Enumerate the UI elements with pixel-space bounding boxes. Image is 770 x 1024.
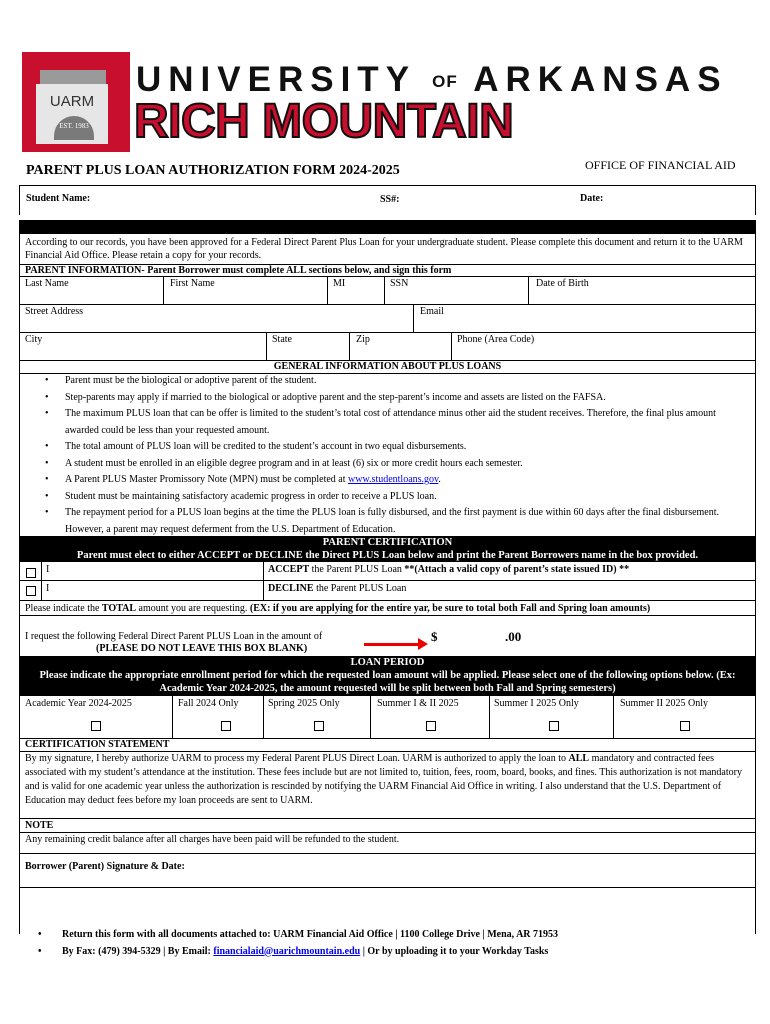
dollar-sign: $: [431, 629, 438, 644]
cert-statement-heading: CERTIFICATION STATEMENT: [25, 739, 170, 750]
intro-text: According to our records, you have been approved for a Federal Direct Parent Plus Loan for your undergraduate student. Please complete this document and return it to the UARM Financial Aid Office. Please retain a copy for your records.: [25, 237, 743, 261]
list-item: • A Parent PLUS Master Promissory Note (MPN) must be completed at www.studentloans.gov.: [19, 472, 749, 489]
address-row[interactable]: [19, 304, 756, 332]
note-heading: NOTE: [25, 820, 54, 831]
accept-label: ACCEPT the Parent PLUS Loan **(Attach a valid copy of parent’s state issued ID) **: [268, 564, 630, 575]
city-label: City: [25, 334, 43, 345]
list-item: • Student must be maintaining satisfactory academic progress in order to receive a PLUS loan.: [19, 489, 749, 506]
ssn-label: SS#:: [380, 194, 400, 205]
cents: .00: [505, 629, 522, 644]
list-item: • The maximum PLUS loan that can be offer is limited to the student’s total cost of attendance minus other aid the student receives. Therefore, the final plus amount awarded could be less than your requested amount.: [19, 406, 749, 439]
option-fall: Fall 2024 Only: [178, 698, 239, 709]
note-text: Any remaining credit balance after all charges have been paid will be refunded to the student.: [25, 834, 400, 845]
student-info-row[interactable]: [19, 185, 756, 215]
amount-instruction: Please indicate the TOTAL amount you are requesting. (EX: if you are applying for the entire yar, be sure to total both Fall and Spring loan amounts): [25, 603, 651, 614]
borrower-name-box[interactable]: [41, 562, 263, 600]
summer-2-checkbox[interactable]: [680, 721, 690, 731]
list-item: • The repayment period for a PLUS loan begins at the time the PLUS loan is fully disbursed, and the first payment is due within 60 days after the final disbursement. However, a parent may request deferment from the U.S. Department of Education.: [19, 505, 749, 538]
first-name-label: First Name: [170, 278, 215, 289]
list-item: • A student must be enrolled in an eligible degree program and in at least (6) six or more credit hours each semester.: [19, 456, 749, 473]
studentloans-link[interactable]: www.studentloans.gov: [348, 474, 439, 485]
dob-label: Date of Birth: [536, 278, 589, 289]
zip-label: Zip: [356, 334, 370, 345]
accept-initial: I: [46, 564, 50, 575]
signature-field[interactable]: [19, 853, 756, 887]
decline-checkbox[interactable]: [26, 586, 36, 596]
divider-bar: [19, 220, 756, 234]
decline-label: DECLINE the Parent PLUS Loan: [268, 583, 407, 594]
academic-year-checkbox[interactable]: [91, 721, 101, 731]
request-line: I request the following Federal Direct Parent PLUS Loan in the amount of: [25, 631, 323, 642]
general-info-heading: GENERAL INFORMATION ABOUT PLUS LOANS: [273, 361, 502, 372]
option-summer-1: Summer I 2025 Only: [494, 698, 579, 709]
university-name: UNIVERSITY OF ARKANSAS: [136, 60, 728, 99]
accept-checkbox[interactable]: [26, 568, 36, 578]
parent-certification-header: PARENT CERTIFICATION Parent must elect to either ACCEPT or DECLINE the Direct PLUS Loan below and print the Parent Borrowers name in the box provided.: [19, 536, 756, 562]
general-info-list: [19, 373, 749, 538]
form-title: PARENT PLUS LOAN AUTHORIZATION FORM 2024-2025: [26, 163, 400, 178]
street-label: Street Address: [25, 306, 84, 317]
footer-line: • Return this form with all documents attached to: UARM Financial Aid Office | 1100 College Drive | Mena, AR 71953: [0, 927, 770, 944]
state-label: State: [272, 334, 292, 345]
option-academic-year: Academic Year 2024-2025: [25, 698, 132, 709]
spring-checkbox[interactable]: [314, 721, 324, 731]
phone-label: Phone (Area Code): [457, 334, 535, 345]
decline-initial: I: [46, 583, 50, 594]
option-summer-2: Summer II 2025 Only: [620, 698, 709, 709]
logo-est: EST. 1983: [59, 122, 89, 130]
summer-both-checkbox[interactable]: [426, 721, 436, 731]
list-item: • Parent must be the biological or adoptive parent of the student.: [19, 373, 749, 390]
mi-label: MI: [333, 278, 346, 289]
arrow-icon: [364, 643, 420, 646]
email-link[interactable]: financialaid@uarichmountain.edu: [213, 945, 361, 957]
campus-name: RICH MOUNTAIN: [134, 95, 514, 148]
footer-list: [0, 927, 770, 960]
last-name-label: Last Name: [25, 278, 69, 289]
loan-amount-input[interactable]: [426, 618, 756, 656]
summer-1-checkbox[interactable]: [549, 721, 559, 731]
parent-name-row[interactable]: [19, 276, 756, 304]
office-name: OFFICE OF FINANCIAL AID: [585, 158, 736, 172]
signature-label: Borrower (Parent) Signature & Date:: [25, 861, 185, 872]
ssn-field-label: SSN: [390, 278, 409, 289]
cert-statement-text: By my signature, I hereby authorize UARM to process my Federal Parent PLUS Direct Loan. UARM is authorized to apply the loan to ALL mandatory and contracted fees associated with my student’s attendance at the institution. These fees include but are not limited to, tuition, fees, room, board, books, and fines. This authorization is not mandatory and is valid for one academic year unless the authorization is rescinded by notifying the UARM Financial Aid Office in writing. I also understand that the U.S. Department of Education may deduct fees before my loan proceeds are sent to UARM.: [25, 753, 742, 806]
loan-period-header: LOAN PERIOD Please indicate the appropriate enrollment period for which the requested loan amount will be applied. Please select one of the following options below. (Ex: Academic Year 2024-2025, the amount requested will be split between both Fall and Spring semesters): [19, 656, 756, 696]
request-note: (PLEASE DO NOT LEAVE THIS BOX BLANK): [96, 643, 308, 654]
list-item: • Step-parents may apply if married to the biological or adoptive parent and the step-parent’s income and assets are listed on the FAFSA.: [19, 390, 749, 407]
option-summer-both: Summer I & II 2025: [377, 698, 459, 709]
parent-info-heading: PARENT INFORMATION- Parent Borrower must complete ALL sections below, and sign this form: [25, 265, 452, 276]
email-label: Email: [420, 306, 444, 317]
student-name-label: Student Name:: [26, 193, 91, 204]
city-row[interactable]: [19, 332, 756, 360]
date-label: Date:: [580, 193, 604, 204]
footer-line: • By Fax: (479) 394-5329 | By Email: financialaid@uarichmountain.edu | Or by uploading it to your Workday Tasks: [0, 944, 770, 961]
option-spring: Spring 2025 Only: [268, 698, 340, 709]
logo-text: UARM: [49, 93, 95, 110]
list-item: • The total amount of PLUS loan will be credited to the student’s account in two equal disbursements.: [19, 439, 749, 456]
fall-checkbox[interactable]: [221, 721, 231, 731]
